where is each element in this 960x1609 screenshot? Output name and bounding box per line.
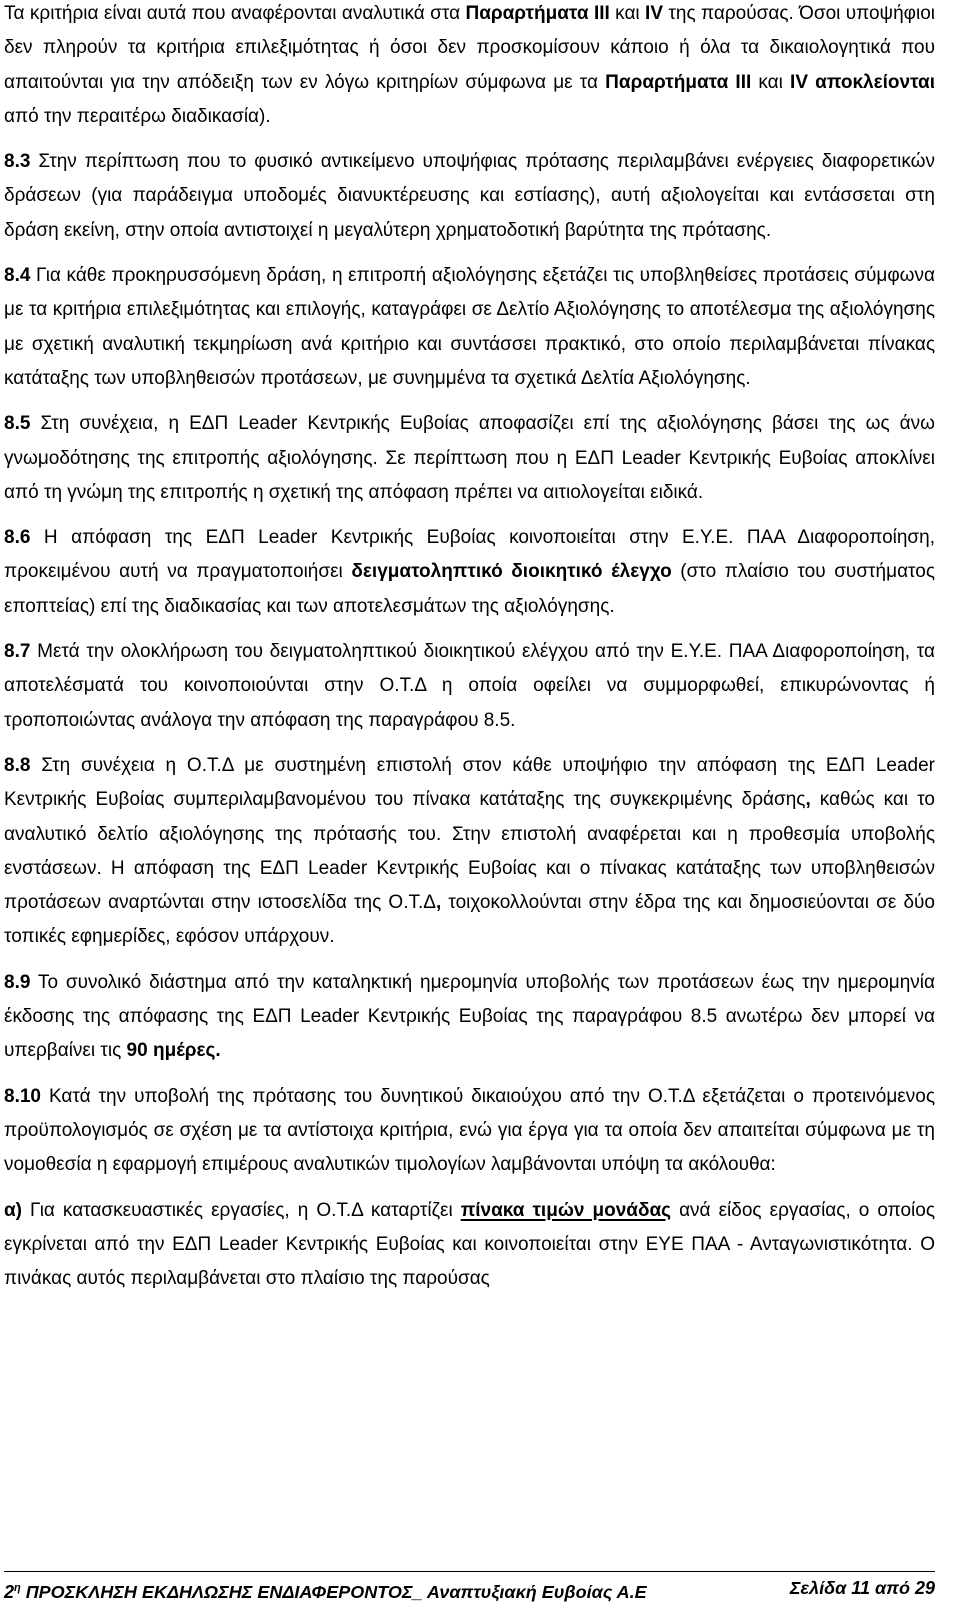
paragraph-8-9: 8.9 Το συνολικό διάστημα από την καταληκτική ημερομηνία υποβολής των προτάσεων έως την ημερομηνία έκδοσης της απόφασης της ΕΔΠ Leader Κεντρικής Ευβοίας της παραγράφου 8.5 ανωτέρω δεν μπορεί να υπερβαίνει τις 90 ημέρες. bbox=[4, 971, 935, 1062]
page-footer bbox=[4, 1574, 935, 1606]
section-number: 8.7 bbox=[4, 641, 31, 663]
section-number: 8.8 bbox=[4, 754, 31, 776]
paragraph-8-4: 8.4 Για κάθε προκηρυσσόμενη δράση, η επιτροπή αξιολόγησης εξετάζει τις υποβληθείσες προτάσεις σύμφωνα με τα κριτήρια επιλεξιμότητας και επιλογής, καταγράφει σε Δελτίο Αξιολόγησης το αποτέλεσμα της αξιολόγησης με σχετική αναλυτική τεκμηρίωση ανά κριτήριο και συντάσσει πρακτικό, στο οποίο περιλαμβάνεται πίνακας κατάταξης των υποβληθεισών προτάσεων, με συνημμένα τα σχετικά Δελτία Αξιολόγησης. bbox=[4, 265, 935, 389]
section-number: 8.3 bbox=[4, 151, 31, 173]
footer-title: $2^\eta$ ΠΡΟΣΚΛΗΣΗ ΕΚΔΗΛΩΣΗΣ ΕΝΔΙΑΦΕΡΟΝΤΟΣ_ Αναπτυξιακή Ευβοίας Α.Ε bbox=[4, 1582, 647, 1602]
section-number: 8.9 bbox=[4, 971, 31, 993]
paragraph-8-3: 8.3 Στην περίπτωση που το φυσικό αντικείμενο υποψήφιας πρότασης περιλαμβάνει ενέργειες διαφορετικών δράσεων (για παράδειγμα υποδομές διανυκτέρευσης και εστίασης), αυτή αξιολογείται και εντάσσεται στη δράση εκείνη, στην οποία αντιστοιχεί η μεγαλύτερη χρηματοδοτική βαρύτητα της πρότασης. bbox=[4, 151, 935, 241]
paragraph-8-6: 8.6 Η απόφαση της ΕΔΠ Leader Κεντρικής Ευβοίας κοινοποιείται στην Ε.Υ.Ε. ΠΑΑ Διαφοροποίηση, προκειμένου αυτή να πραγματοποιήσει δειγματοληπτικό διοικητικό έλεγχο (στο πλαίσιο του συστήματος εποπτείας) επί της διαδικασίας και των αποτελεσμάτων της αξιολόγησης. bbox=[4, 527, 936, 617]
document-body bbox=[4, 0, 935, 1307]
section-number: 8.10 bbox=[4, 1085, 41, 1107]
paragraph-8-10: 8.10 Κατά την υποβολή της πρότασης του δυνητικού δικαιούχου από την Ο.Τ.Δ εξετάζεται ο προτεινόμενος προϋπολογισμός σε σχέση με τα αντίστοιχα κριτήρια, ενώ για έργα για τα οποία δεν απαιτείται σύμφωνα με τη νομοθεσία η εφαρμογή επιμέρους αναλυτικών τιμολογίων λαμβάνονται υπόψη τα ακόλουθα: bbox=[4, 1085, 935, 1176]
section-number: 8.5 bbox=[4, 413, 31, 435]
footer-page-number: Σελίδα 11 από 29 bbox=[789, 1578, 935, 1598]
section-number: 8.4 bbox=[4, 265, 31, 287]
paragraph-8-7: 8.7 Μετά την ολοκλήρωση του δειγματοληπτικού διοικητικού ελέγχου από την Ε.Υ.Ε. ΠΑΑ Διαφοροποίηση, τα αποτελέσματά του κοινοποιούνται στην Ο.Τ.Δ η οποία οφείλει να συμμορφωθεί, επικυρώνοντας ή τροποποιώντας ανάλογα την απόφαση της παραγράφου 8.5. bbox=[4, 641, 935, 731]
paragraph-item-a: α) Για κατασκευαστικές εργασίες, η Ο.Τ.Δ καταρτίζει πίνακα τιμών μονάδας ανά είδος εργασίας, ο οποίος εγκρίνεται από την ΕΔΠ Leader Κεντρικής Ευβοίας και κοινοποιείται στην ΕΥΕ ΠΑΑ - Ανταγωνιστικότητα. Ο πινάκας αυτός περιλαμβάνεται στο πλαίσιο της παρούσας bbox=[4, 1199, 936, 1290]
footer-divider bbox=[4, 1571, 935, 1572]
paragraph-8-8: 8.8 Στη συνέχεια η Ο.Τ.Δ με συστημένη επιστολή στον κάθε υποψήφιο την απόφαση της ΕΔΠ Leader Κεντρικής Ευβοίας συμπεριλαμβανομένου του πίνακα κατάταξης της συγκεκριμένης δράσης, καθώς και το αναλυτικό δελτίο αξιολόγησης της πρότασής του. Στην επιστολή αναφέρεται και η προθεσμία υποβολής ενστάσεων. Η απόφαση της ΕΔΠ Leader Κεντρικής Ευβοίας και ο πίνακας κατάταξης των υποβληθεισών προτάσεων αναρτώνται στην ιστοσελίδα της Ο.Τ.Δ, τοιχοκολλούνται στην έδρα της και δημοσιεύονται σε δύο τοπικές εφημερίδες, εφόσον υπάρχουν. bbox=[4, 754, 936, 948]
item-label: α) bbox=[4, 1199, 23, 1221]
unit-price-table-term: πίνακα τιμών μονάδας bbox=[460, 1199, 672, 1221]
paragraph-8-5: 8.5 Στη συνέχεια, η ΕΔΠ Leader Κεντρικής Ευβοίας αποφασίζει επί της αξιολόγησης βάσει της ως άνω γνωμοδότησης της επιτροπής αξιολόγησης. Σε περίπτωση που η ΕΔΠ Leader Κεντρικής Ευβοίας αποκλίνει από τη γνώμη της επιτροπής η σχετική της απόφαση πρέπει να αιτιολογείται ειδικά. bbox=[4, 413, 935, 503]
paragraph-criteria-intro: Τα κριτήρια είναι αυτά που αναφέρονται αναλυτικά στα Παραρτήματα ΙΙΙ και IV της παρούσας. Όσοι υποψήφιοι δεν πληρούν τα κριτήρια επιλεξιμότητας ή όσοι δεν προσκομίσουν κάποιο ή όλα τα δικαιολογητικά που απαιτούνται για την απόδειξη των εν λόγω κριτηρίων σύμφωνα με τα Παραρτήματα ΙΙΙ και IV αποκλείονται από την περαιτέρω διαδικασία). bbox=[4, 3, 936, 127]
section-number: 8.6 bbox=[4, 527, 31, 549]
